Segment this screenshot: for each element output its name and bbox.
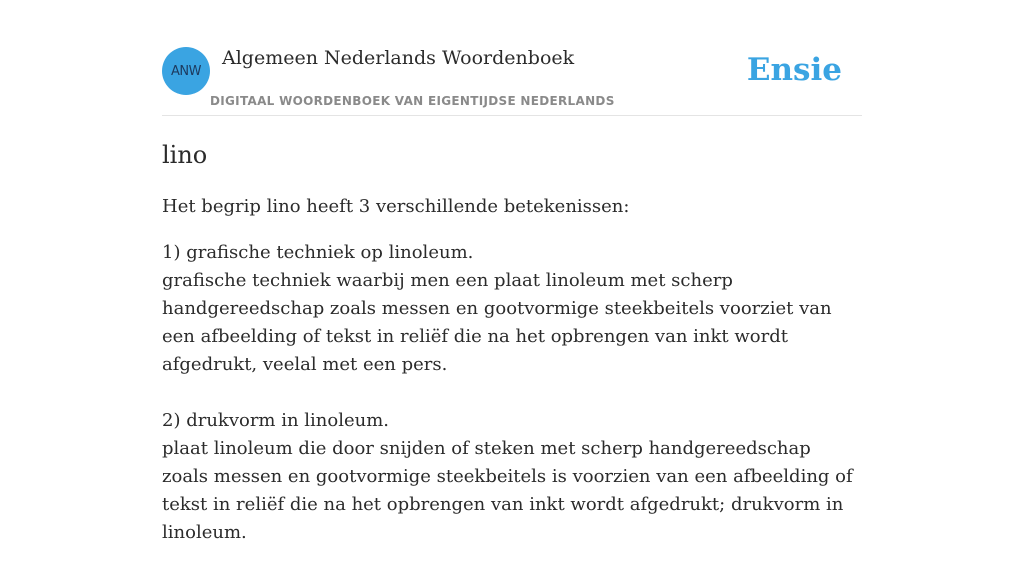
ensie-brand-link[interactable]: Ensie (746, 52, 842, 88)
meaning-heading: 1) grafische techniek op linoleum. (162, 242, 474, 263)
page-title: lino (162, 141, 208, 169)
site-title[interactable]: Algemeen Nederlands Woordenboek (222, 47, 575, 69)
meaning-definition: plaat linoleum die door snijden of steken met scherp handgereedschap zoals messen en gootvormige steekbeitels is voorzien van een afbeelding of tekst in reliëf die na het opbrengen van inkt wordt afgedrukt; drukvorm in linoleum. (162, 438, 853, 543)
logo-text: ANW (171, 63, 201, 79)
page-container (162, 0, 862, 543)
meaning-item (162, 407, 862, 547)
site-header (162, 0, 862, 116)
meanings-list (162, 239, 862, 575)
meaning-intro: Het begrip lino heeft 3 verschillende betekenissen: (162, 196, 630, 217)
anw-logo[interactable] (162, 47, 210, 95)
meaning-item (162, 239, 862, 379)
meaning-definition: grafische techniek waarbij men een plaat linoleum met scherp handgereedschap zoals messen en gootvormige steekbeitels voorziet van een afbeelding of tekst in reliëf die na het opbrengen van inkt wordt afgedrukt, veelal met een pers. (162, 270, 832, 375)
site-subtitle: DIGITAAL WOORDENBOEK VAN EIGENTIJDSE NEDERLANDS (210, 94, 615, 108)
meaning-heading: 2) drukvorm in linoleum. (162, 410, 390, 431)
